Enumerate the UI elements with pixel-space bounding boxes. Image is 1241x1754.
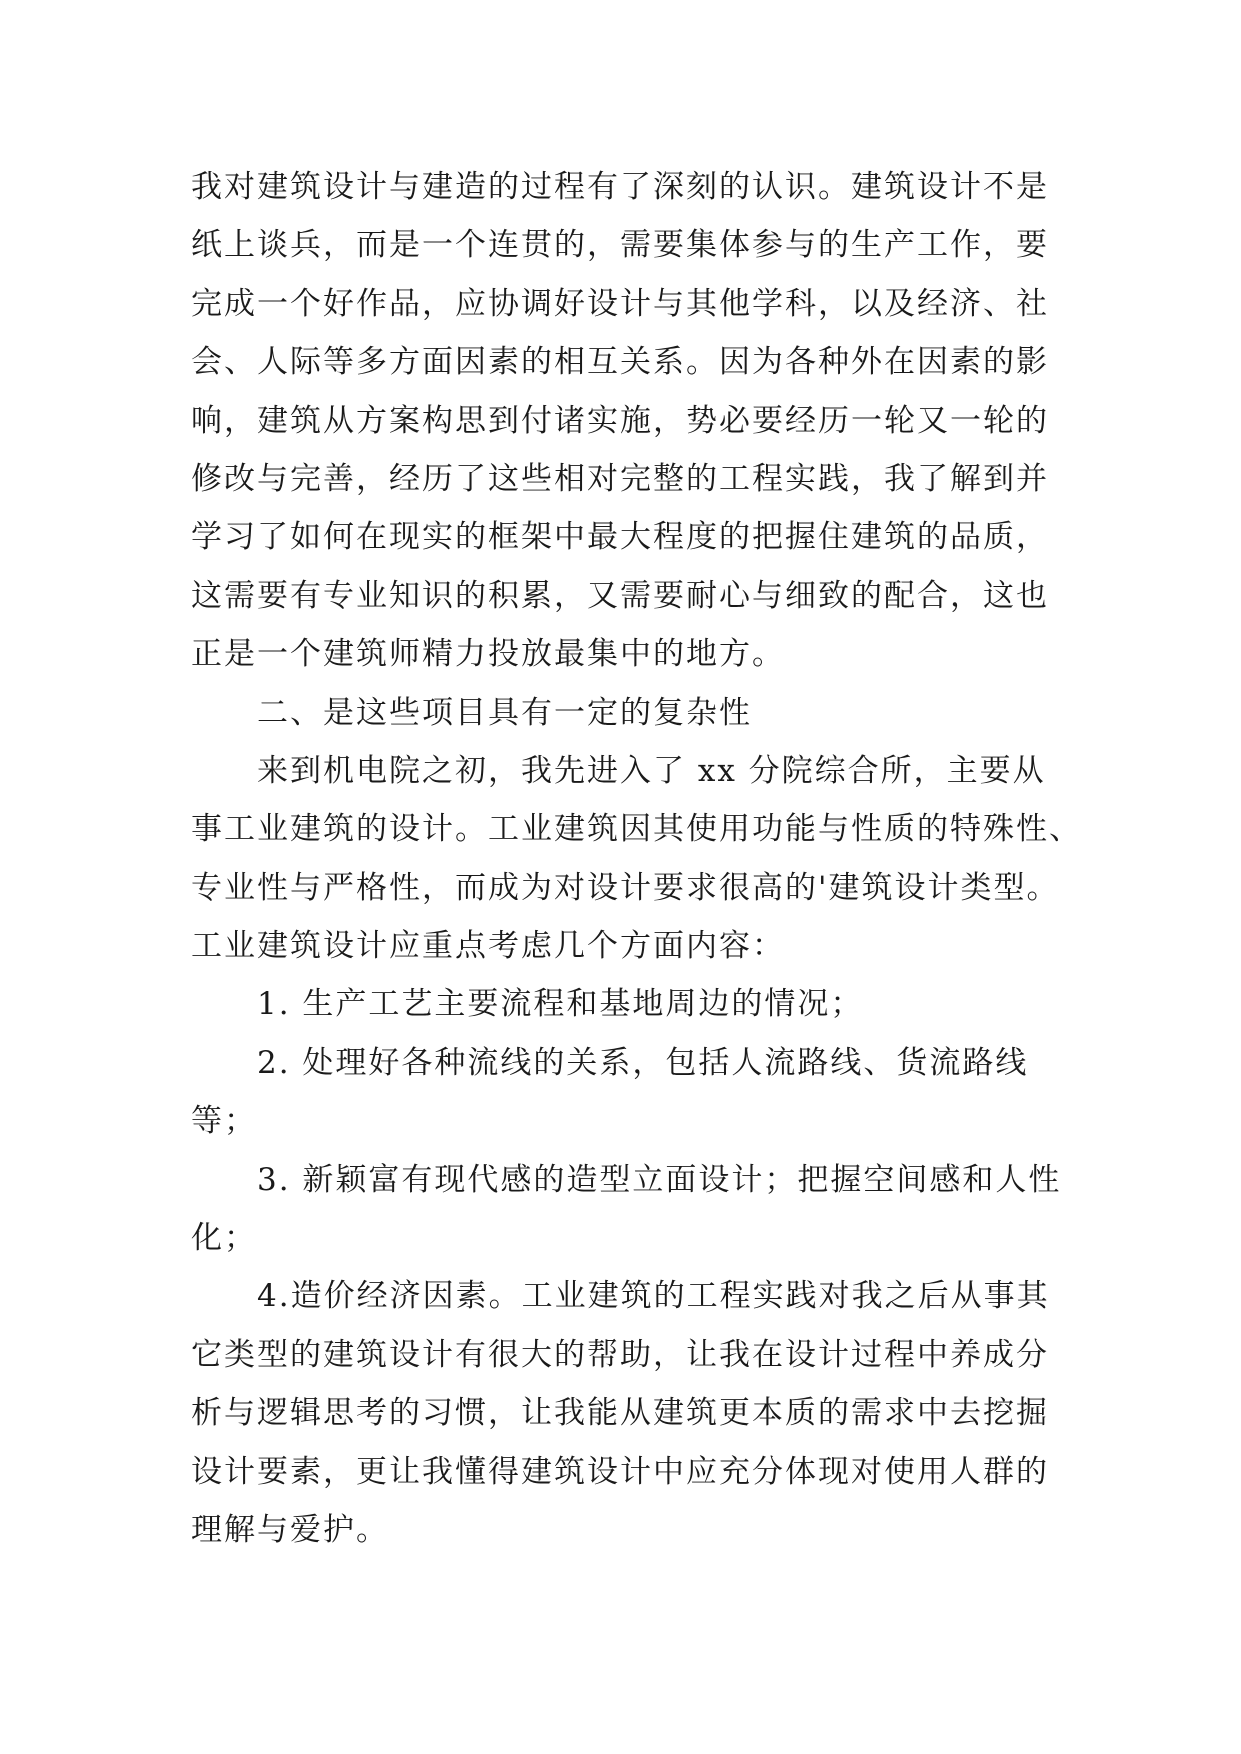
text-line: 它类型的建筑设计有很大的帮助，让我在设计过程中养成分: [191, 1336, 1049, 1373]
list-item-2: 2. 处理好各种流线的关系，包括人流路线、货流路线: [257, 1044, 1029, 1081]
list-item-3: 3. 新颖富有现代感的造型立面设计；把握空间感和人性: [257, 1161, 1062, 1198]
text-line: 设计要素，更让我懂得建筑设计中应充分体现对使用人群的: [191, 1453, 1049, 1490]
list-item-1: 1. 生产工艺主要流程和基地周边的情况；: [257, 986, 864, 1023]
text-line: 工业建筑设计应重点考虑几个方面内容：: [191, 928, 785, 965]
text-line: 纸上谈兵，而是一个连贯的，需要集体参与的生产工作，要: [191, 227, 1049, 264]
text-line: 完成一个好作品，应协调好设计与其他学科，以及经济、社: [191, 285, 1049, 322]
text-line: 响，建筑从方案构思到付诸实施，势必要经历一轮又一轮的: [191, 402, 1049, 439]
text-line: 修改与完善，经历了这些相对完整的工程实践，我了解到并: [191, 460, 1049, 497]
section-heading: 二、是这些项目具有一定的复杂性: [257, 694, 752, 731]
text-line: 析与逻辑思考的习惯，让我能从建筑更本质的需求中去挖掘: [191, 1395, 1049, 1432]
text-line: 学习了如何在现实的框架中最大程度的把握住建筑的品质，: [191, 519, 1049, 556]
text-line: 会、人际等多方面因素的相互关系。因为各种外在因素的影: [191, 344, 1049, 381]
list-item-4: 4.造价经济因素。工业建筑的工程实践对我之后从事其: [257, 1278, 1050, 1315]
text-line: 我对建筑设计与建造的过程有了深刻的认识。建筑设计不是: [191, 169, 1049, 205]
text-line: 专业性与严格性，而成为对设计要求很高的'建筑设计类型。: [191, 869, 1060, 906]
list-item-2-continuation: 等；: [191, 1103, 257, 1140]
paragraph-start-line: 来到机电院之初，我先进入了 xx 分院综合所，主要从: [257, 752, 1046, 789]
text-line: 这需要有专业知识的积累，又需要耐心与细致的配合，这也: [191, 577, 1049, 614]
text-line: 事工业建筑的设计。工业建筑因其使用功能与性质的特殊性、: [191, 811, 1082, 848]
body-text: [191, 158, 1082, 1559]
list-item-3-continuation: 化；: [191, 1220, 257, 1257]
text-line: 正是一个建筑师精力投放最集中的地方。: [191, 636, 785, 673]
text-line: 理解与爱护。: [191, 1511, 389, 1548]
